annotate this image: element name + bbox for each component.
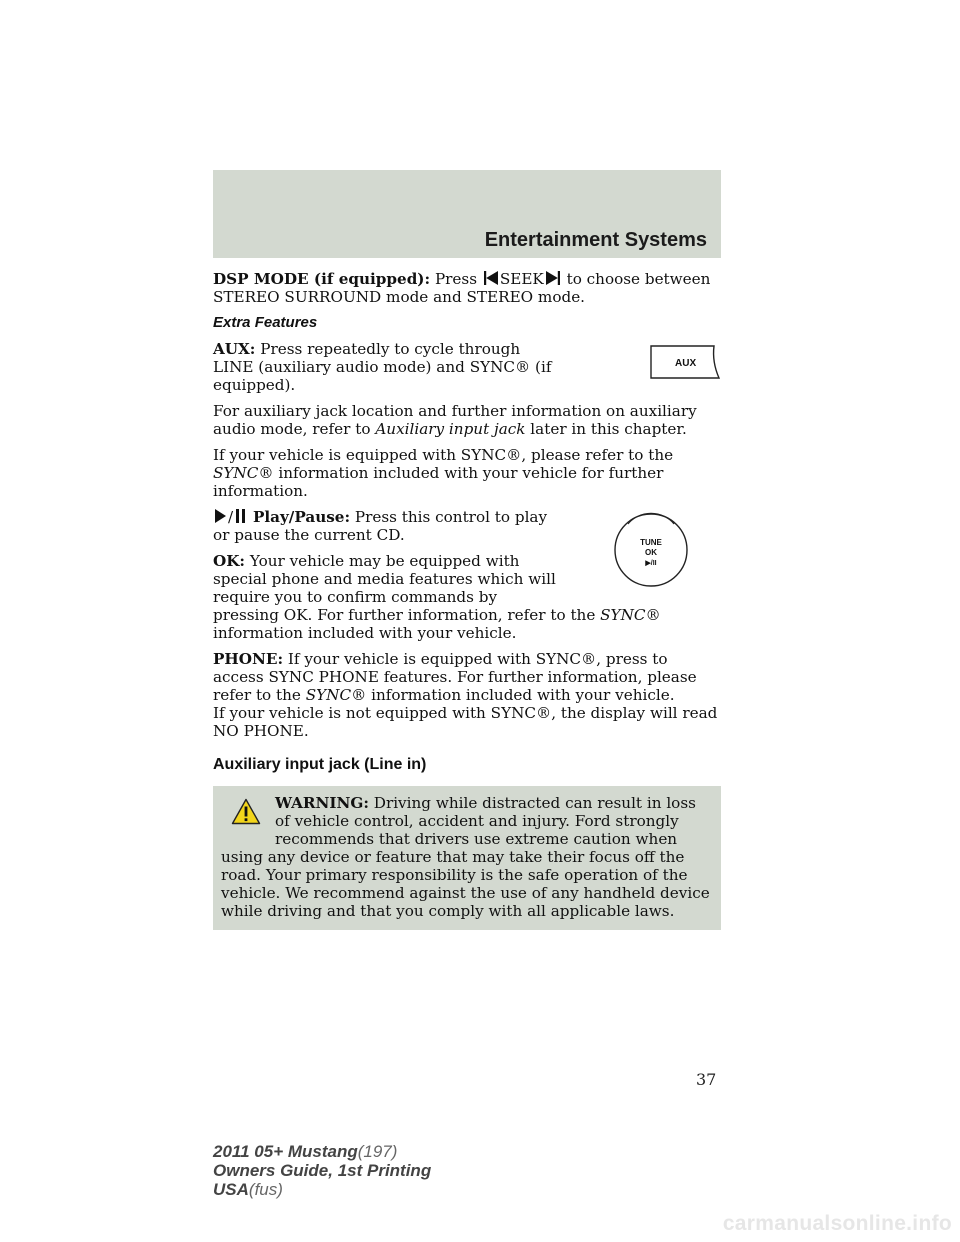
knob-tune-label: TUNE — [640, 538, 662, 547]
pause-icon — [235, 509, 246, 523]
page-number: 37 — [696, 1070, 717, 1089]
play-pause-paragraph: / Play/Pause: Press this control to play or pause the current CD. — [213, 508, 548, 544]
tune-ok-knob-illustration — [571, 510, 721, 594]
aux-info-paragraph: For auxiliary jack location and further information on auxiliary audio mode, refer to Auxiliary input jack later in this chapter. — [213, 402, 697, 438]
aux-button-illustration — [571, 342, 721, 382]
phone-label: PHONE: — [213, 650, 284, 668]
header-band — [213, 170, 721, 258]
section-title: Entertainment Systems — [484, 229, 707, 251]
seek-right-icon — [546, 271, 560, 285]
knob-play-pause-label: ▶/II — [645, 560, 657, 567]
ok-paragraph: OK: Your vehicle may be equipped with special phone and media features which will require you to confirm commands by pressing OK. For further information, refer to the SYNC® information included with your vehicle. — [213, 552, 661, 642]
seek-left-icon — [484, 271, 498, 285]
sync-info-paragraph: If your vehicle is equipped with SYNC®, please refer to the SYNC® information included with your vehicle for further information. — [213, 446, 674, 500]
aux-jack-reference: Auxiliary input jack — [375, 420, 526, 438]
aux-button-label: AUX — [675, 358, 697, 369]
warning-box — [213, 786, 721, 930]
play-pause-label: Play/Pause: — [252, 508, 351, 526]
page-content — [213, 270, 721, 930]
aux-label: AUX: — [213, 340, 256, 358]
watermark-text: carmanualsonline.info — [722, 1212, 952, 1235]
dsp-mode-paragraph: DSP MODE (if equipped): Press SEEK to choose between STEREO SURROUND mode and STEREO mode. — [213, 270, 711, 306]
ok-label: OK: — [213, 552, 246, 570]
play-pause-block — [213, 508, 721, 642]
knob-ok-label: OK — [645, 548, 657, 557]
dsp-mode-label: DSP MODE (if equipped): — [213, 270, 431, 288]
warning-triangle-icon — [231, 798, 261, 825]
warning-text: Driving while distracted can result in loss of vehicle control, accident and injury. Ford strongly recommends that drivers use extreme caution when using any device or feature that may take their focus off the road. Your primary responsibility is the safe operation of the vehicle. We recommend against the use of any handheld device while driving and that you comply with all applicable laws. — [221, 794, 710, 920]
aux-jack-heading: Auxiliary input jack (Line in) — [213, 756, 427, 773]
play-icon — [215, 509, 226, 523]
phone-paragraph: PHONE: If your vehicle is equipped with SYNC®, press to access SYNC PHONE features. For further information, please refer to the SYNC® information included with your vehicle. If your vehicle is not equipped with SYNC®, the display will read NO PHONE. — [213, 650, 718, 740]
aux-paragraph: AUX AUX: Press repeatedly to cycle through LINE (auxiliary audio mode) and SYNC® (if equipped). — [213, 340, 721, 394]
warning-label: WARNING: — [275, 794, 369, 812]
extra-features-heading: Extra Features — [213, 314, 318, 331]
print-footer: 2011 05+ Mustang(197) Owners Guide, 1st Printing USA(fus) — [213, 1142, 432, 1199]
